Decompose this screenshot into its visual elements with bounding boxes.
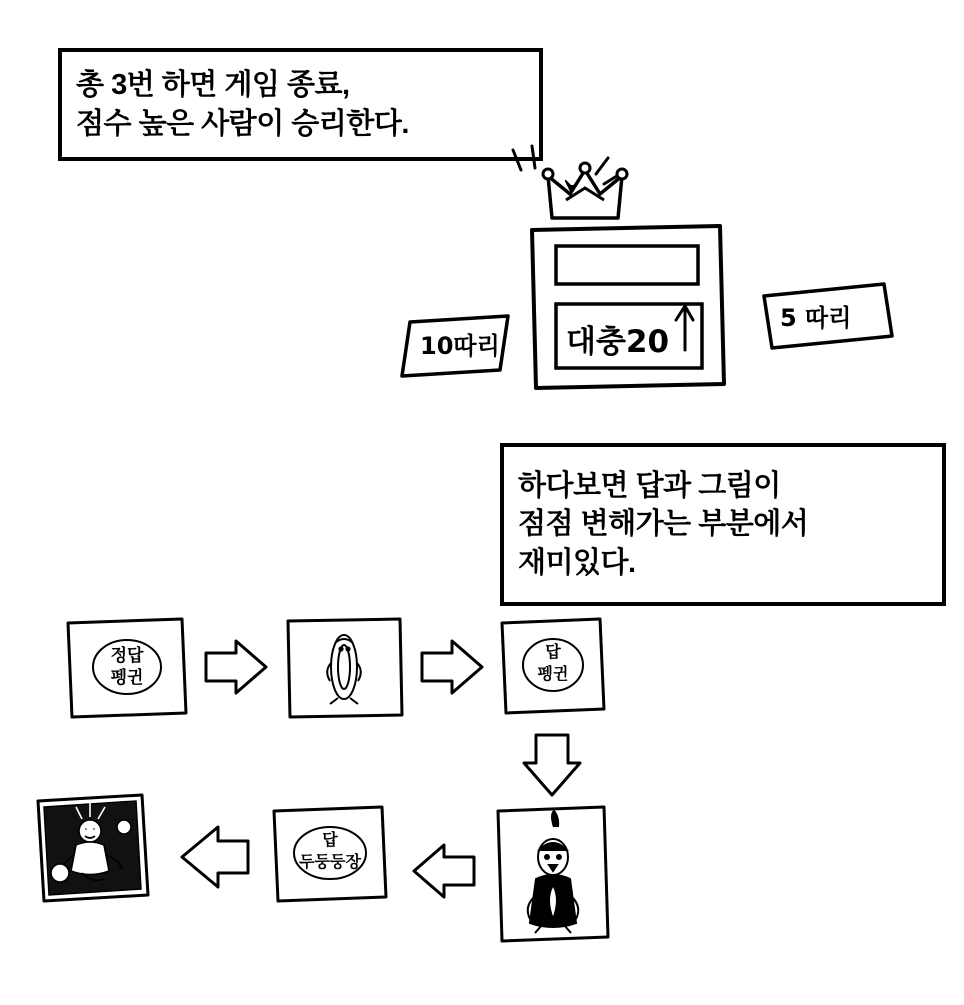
- sparkle-icon: [513, 146, 620, 184]
- crown-icon: [543, 163, 627, 218]
- flow-step-1-line-1: 정답: [110, 646, 144, 666]
- flow-arrow-right-2: [422, 641, 482, 693]
- flow-step-1: [68, 619, 186, 717]
- flow-step-2: [288, 619, 402, 717]
- flow-arrow-down-1: [524, 735, 580, 795]
- score-text: 대충20: [566, 324, 670, 360]
- scoreboard-scene: [380, 140, 900, 405]
- flow-step-6: [38, 795, 148, 901]
- caption-line: 하다보면 답과 그림이: [518, 470, 781, 503]
- note-left: [402, 316, 508, 376]
- flow-step-5-line-2: 두둥둥장: [299, 852, 361, 871]
- caption-line: 총 3번 하면 게임 종료,: [76, 69, 350, 102]
- flow-step-1-line-2: 펭귄: [110, 668, 144, 688]
- flow-diagram: [30, 605, 650, 955]
- flow-step-5: [274, 807, 386, 901]
- calculator-display-blank: [556, 246, 698, 284]
- note-right-text: 5 따리: [780, 304, 852, 332]
- caption-box-middle: [500, 443, 946, 606]
- flow-arrow-left-1: [414, 845, 474, 897]
- flow-step-4: [498, 807, 608, 941]
- flow-step-3-line-1: 답: [545, 642, 561, 661]
- flow-arrow-left-2: [182, 827, 248, 887]
- caption-line: 점수 높은 사람이 승리한다.: [76, 107, 409, 140]
- note-left-text: 10따리: [420, 332, 500, 360]
- flow-arrow-right-1: [206, 641, 266, 693]
- caption-line: 점점 변해가는 부분에서: [518, 508, 809, 541]
- flow-step-3-line-2: 펭귄: [537, 664, 569, 683]
- flow-step-5-line-1: 답: [322, 830, 338, 849]
- note-right: [764, 284, 892, 348]
- caption-line: 재미있다.: [518, 546, 636, 579]
- calculator-body: [532, 226, 724, 388]
- flow-step-3: [502, 619, 604, 713]
